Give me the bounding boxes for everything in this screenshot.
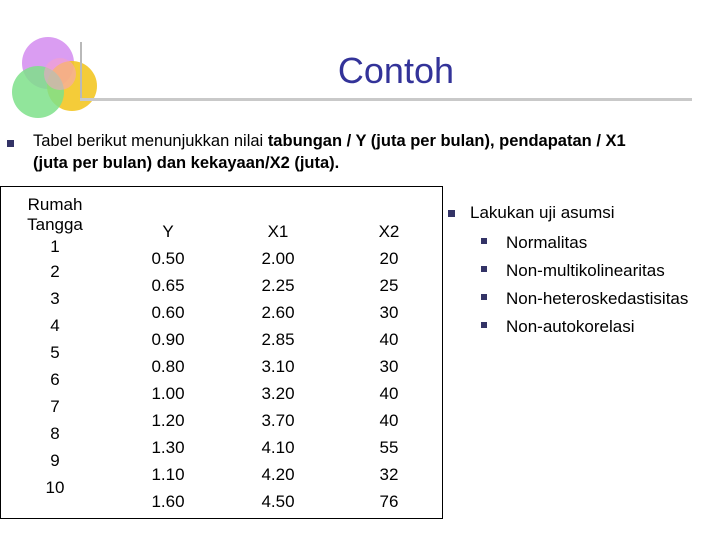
column-header: Rumah Tangga bbox=[27, 195, 83, 234]
intro-bullet-icon bbox=[7, 140, 14, 147]
vertical-rule bbox=[80, 42, 82, 100]
column-header: Y bbox=[162, 222, 174, 241]
table-cell: 40 bbox=[379, 330, 399, 349]
table-cell: 20 bbox=[379, 249, 399, 268]
table-cell: 10 bbox=[45, 478, 65, 497]
table-cell: 40 bbox=[379, 411, 399, 430]
data-table bbox=[0, 186, 443, 519]
table-cell: 2.25 bbox=[261, 276, 295, 295]
task-heading: Lakukan uji asumsi bbox=[470, 203, 615, 222]
table-cell: 30 bbox=[379, 303, 399, 322]
table-cell: 32 bbox=[379, 465, 399, 484]
table-cell: 1.00 bbox=[151, 384, 185, 403]
title-underline bbox=[80, 98, 692, 101]
table-cell: 7 bbox=[50, 397, 60, 416]
table-cell: 3.20 bbox=[261, 384, 295, 403]
table-cell: 1.30 bbox=[151, 438, 185, 457]
table-cell: 25 bbox=[379, 276, 399, 295]
task-bullet-icon bbox=[448, 210, 455, 217]
table-cell: 2.85 bbox=[261, 330, 295, 349]
table-cell: 55 bbox=[379, 438, 399, 457]
task-item: Non-autokorelasi bbox=[506, 317, 635, 336]
table-cell: 9 bbox=[50, 451, 60, 470]
table-cell: 4.50 bbox=[261, 492, 295, 511]
sub-bullet-icon bbox=[481, 238, 487, 244]
table-cell: 3.70 bbox=[261, 411, 295, 430]
table-cell: 4.10 bbox=[261, 438, 295, 457]
column-y bbox=[123, 218, 213, 515]
column-x2 bbox=[344, 218, 434, 515]
column-x1 bbox=[233, 218, 323, 515]
sub-bullet-icon bbox=[481, 294, 487, 300]
table-cell: 2 bbox=[50, 262, 60, 281]
table-cell: 0.50 bbox=[151, 249, 185, 268]
table-cell: 0.65 bbox=[151, 276, 185, 295]
table-cell: 2.00 bbox=[261, 249, 295, 268]
column-header: X2 bbox=[378, 222, 400, 241]
table-cell: 0.80 bbox=[151, 357, 185, 376]
table-cell: 0.60 bbox=[151, 303, 185, 322]
table-cell: 3 bbox=[50, 289, 60, 308]
sub-bullet-icon bbox=[481, 266, 487, 272]
intro-prefix: Tabel berikut menunjukkan nilai bbox=[33, 132, 268, 150]
overlapping-circles-logo bbox=[0, 0, 110, 120]
table-cell: 6 bbox=[50, 370, 60, 389]
intro-text bbox=[33, 130, 653, 174]
table-cell: 30 bbox=[379, 357, 399, 376]
table-cell: 0.90 bbox=[151, 330, 185, 349]
column-household bbox=[11, 195, 99, 501]
page-title: Contoh bbox=[337, 50, 454, 91]
table-cell: 2.60 bbox=[261, 303, 295, 322]
table-cell: 4 bbox=[50, 316, 60, 335]
table-cell: 1.10 bbox=[151, 465, 185, 484]
table-cell: 8 bbox=[50, 424, 60, 443]
table-cell: 5 bbox=[50, 343, 60, 362]
task-item: Normalitas bbox=[506, 233, 588, 252]
table-cell: 76 bbox=[379, 492, 399, 511]
task-item: Non-multikolinearitas bbox=[506, 261, 665, 280]
table-cell: 1 bbox=[50, 237, 60, 256]
table-cell: 1.20 bbox=[151, 411, 185, 430]
column-body bbox=[11, 235, 99, 501]
table-cell: 1.60 bbox=[151, 492, 185, 511]
column-header: X1 bbox=[267, 222, 289, 241]
intro-bold: tabungan / Y (juta per bulan), pendapatan / X1 (juta per bulan) dan kekayaan/X2 (juta). bbox=[33, 132, 626, 172]
table-cell: 4.20 bbox=[261, 465, 295, 484]
table-cell: 3.10 bbox=[261, 357, 295, 376]
table-cell: 40 bbox=[379, 384, 399, 403]
sub-bullet-icon bbox=[481, 322, 487, 328]
task-item: Non-heteroskedastisitas bbox=[506, 289, 689, 308]
